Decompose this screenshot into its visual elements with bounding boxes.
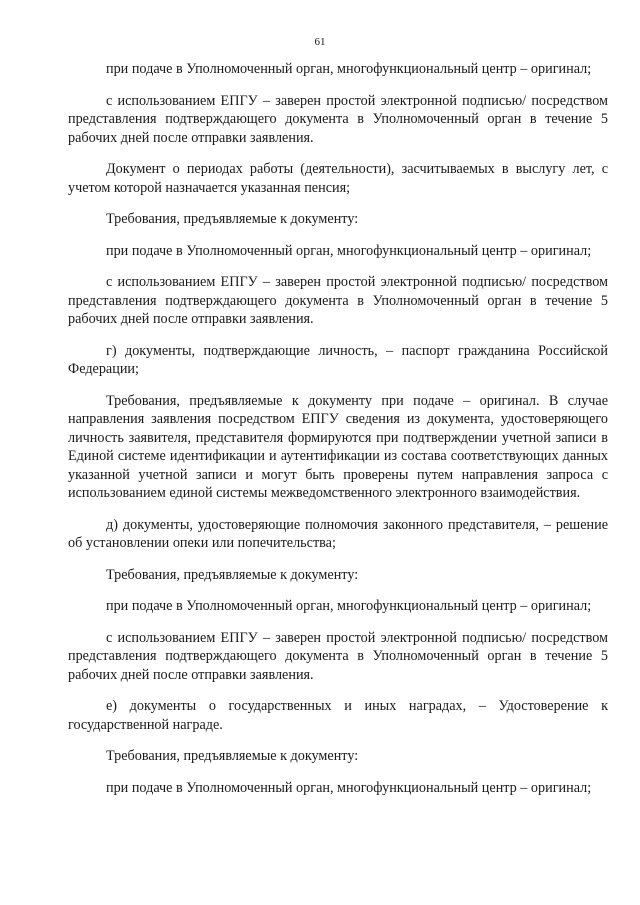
document-body [68,60,608,810]
paragraph: Требования, предъявляемые к документу: [106,566,359,583]
paragraph: при подаче в Уполномоченный орган, многофункциональный центр – оригинал; [106,779,592,796]
paragraph: г) документы, подтверждающие личность, – паспорт гражданина Российской Федерации; [68,342,608,377]
paragraph: при подаче в Уполномоченный орган, многофункциональный центр – оригинал; [106,242,592,259]
paragraph: с использованием ЕПГУ – заверен простой электронной подписью/ посредством представления подтверждающего документа в Уполномоченный орган в течение 5 рабочих дней после отправки заявления. [68,274,608,327]
paragraph: е) документы о государственных и иных наградах, – Удостоверение к государственной награде. [68,698,608,733]
paragraph: Требования, предъявляемые к документу: [106,211,359,227]
page-number: 61 [314,36,326,48]
paragraph: при подаче в Уполномоченный орган, многофункциональный центр – оригинал; [106,61,592,77]
paragraph: Документ о периодах работы (деятельности), засчитываемых в выслугу лет, с учетом которой назначается указанная пенсия; [68,161,608,196]
paragraph: при подаче в Уполномоченный орган, многофункциональный центр – оригинал; [106,598,592,614]
paragraph: с использованием ЕПГУ – заверен простой электронной подписью/ посредством представления подтверждающего документа в Уполномоченный орган в течение 5 рабочих дней после отправки заявления. [68,629,608,683]
paragraph: Требования, предъявляемые к документу: [106,748,359,764]
paragraph: Требования, предъявляемые к документу при подаче – оригинал. В случае направления заявления посредством ЕПГУ сведения из документа, удостоверяющего личность заявителя, представителя формируются при подтверждении учетной записи в Единой системе идентификации и аутентификации из состава соответствующих данных указанной учетной записи и могут быть проверены путем направления запроса с использованием единой системы межведомственного электронного взаимодействия. [68,392,608,501]
paragraph: д) документы, удостоверяющие полномочия законного представителя, – решение об установлении опеки или попечительства; [68,516,608,551]
paragraph: с использованием ЕПГУ – заверен простой электронной подписью/ посредством представления подтверждающего документа в Уполномоченный орган в течение 5 рабочих дней после отправки заявления. [68,92,608,146]
